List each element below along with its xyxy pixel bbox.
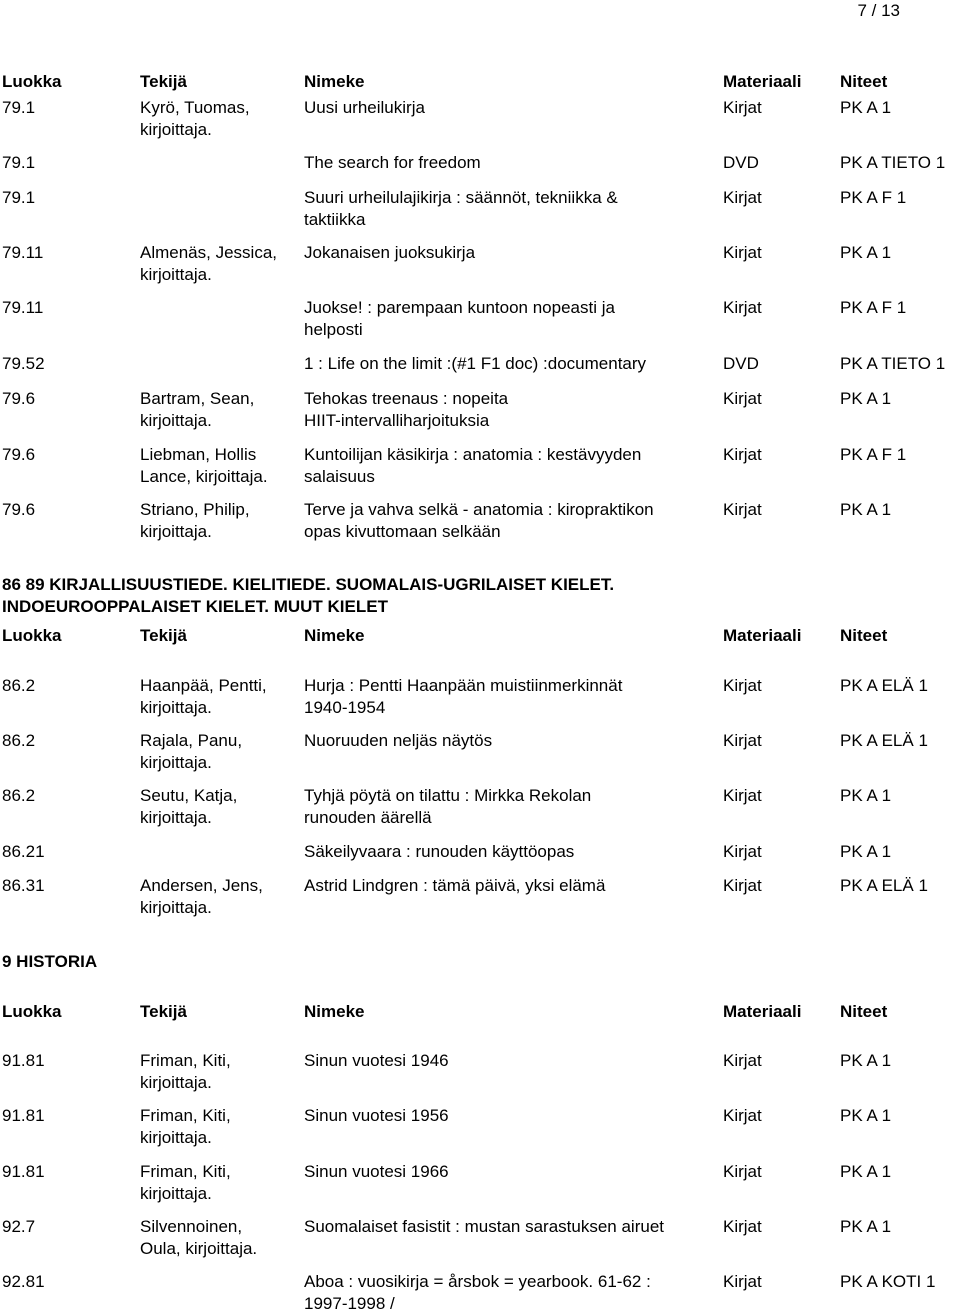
niteet-cell: PK A 1 — [840, 389, 892, 408]
materiaali-cell: Kirjat — [723, 298, 762, 317]
tekija-cell: kirjoittaja. — [140, 898, 212, 917]
tekija-cell: Friman, Kiti, — [140, 1162, 231, 1181]
nimeke-cell: Suuri urheilulajikirja : säännöt, tekniikka & — [304, 188, 618, 207]
tekija-cell: kirjoittaja. — [140, 753, 212, 772]
niteet-cell: PK A ELÄ 1 — [840, 876, 928, 895]
nimeke-cell: Sinun vuotesi 1946 — [304, 1051, 449, 1070]
niteet-cell: PK A F 1 — [840, 298, 907, 317]
tekija-cell: kirjoittaja. — [140, 698, 212, 717]
luokka-cell: 79.6 — [2, 445, 36, 464]
luokka-cell: 79.52 — [2, 354, 45, 373]
tekija-cell: kirjoittaja. — [140, 1073, 212, 1092]
header-tekija: Tekijä — [140, 626, 187, 645]
tekija-cell: kirjoittaja. — [140, 411, 212, 430]
nimeke-cell: Suomalaiset fasistit : mustan sarastuksen airuet — [304, 1217, 664, 1236]
nimeke-cell: Hurja : Pentti Haanpään muistiinmerkinnät — [304, 676, 623, 695]
tekija-cell: kirjoittaja. — [140, 1184, 212, 1203]
header-luokka: Luokka — [2, 1002, 62, 1021]
header-tekija: Tekijä — [140, 1002, 187, 1021]
materiaali-cell: Kirjat — [723, 786, 762, 805]
nimeke-cell: Sinun vuotesi 1966 — [304, 1162, 449, 1181]
luokka-cell: 91.81 — [2, 1162, 45, 1181]
nimeke-cell: Tyhjä pöytä on tilattu : Mirkka Rekolan — [304, 786, 592, 805]
materiaali-cell: Kirjat — [723, 389, 762, 408]
header-nimeke: Nimeke — [304, 1002, 365, 1021]
nimeke-cell: Terve ja vahva selkä - anatomia : kiropraktikon — [304, 500, 654, 519]
nimeke-cell: Astrid Lindgren : tämä päivä, yksi elämä — [304, 876, 606, 895]
tekija-cell: Friman, Kiti, — [140, 1051, 231, 1070]
tekija-cell: Friman, Kiti, — [140, 1106, 231, 1125]
materiaali-cell: Kirjat — [723, 1106, 762, 1125]
luokka-cell: 86.2 — [2, 731, 36, 750]
materiaali-cell: Kirjat — [723, 188, 762, 207]
header-nimeke: Nimeke — [304, 626, 365, 645]
nimeke-cell: Tehokas treenaus : nopeita — [304, 389, 509, 408]
luokka-cell: 86.2 — [2, 786, 36, 805]
nimeke-cell: HIIT-intervalliharjoituksia — [304, 411, 490, 430]
niteet-cell: PK A 1 — [840, 1217, 892, 1236]
tekija-cell: Seutu, Katja, — [140, 786, 238, 805]
nimeke-cell: Sinun vuotesi 1956 — [304, 1106, 449, 1125]
nimeke-cell: Uusi urheilukirja — [304, 98, 425, 117]
nimeke-cell: 1997-1998 / — [304, 1294, 395, 1313]
section-title-2-line2: INDOEUROOPPALAISET KIELET. MUUT KIELET — [2, 597, 388, 616]
header-materiaali: Materiaali — [723, 72, 802, 91]
materiaali-cell: Kirjat — [723, 98, 762, 117]
header-luokka: Luokka — [2, 72, 62, 91]
tekija-cell: Silvennoinen, — [140, 1217, 243, 1236]
luokka-cell: 92.7 — [2, 1217, 36, 1236]
luokka-cell: 91.81 — [2, 1106, 45, 1125]
nimeke-cell: 1 : Life on the limit :(#1 F1 doc) :documentary — [304, 354, 647, 373]
materiaali-cell: DVD — [723, 153, 759, 172]
luokka-cell: 86.21 — [2, 842, 45, 861]
tekija-cell: kirjoittaja. — [140, 1128, 212, 1147]
luokka-cell: 79.6 — [2, 389, 36, 408]
tekija-cell: kirjoittaja. — [140, 522, 212, 541]
header-tekija: Tekijä — [140, 72, 187, 91]
luokka-cell: 86.31 — [2, 876, 45, 895]
materiaali-cell: Kirjat — [723, 500, 762, 519]
tekija-cell: kirjoittaja. — [140, 120, 212, 139]
nimeke-cell: Säkeilyvaara : runouden käyttöopas — [304, 842, 575, 861]
tekija-cell: Lance, kirjoittaja. — [140, 467, 268, 486]
niteet-cell: PK A 1 — [840, 98, 892, 117]
niteet-cell: PK A 1 — [840, 842, 892, 861]
nimeke-cell: 1940-1954 — [304, 698, 386, 717]
tekija-cell: kirjoittaja. — [140, 265, 212, 284]
tekija-cell: Oula, kirjoittaja. — [140, 1239, 258, 1258]
nimeke-cell: opas kivuttomaan selkään — [304, 522, 501, 541]
luokka-cell: 79.11 — [2, 243, 44, 262]
niteet-cell: PK A TIETO 1 — [840, 153, 946, 172]
niteet-cell: PK A 1 — [840, 1106, 892, 1125]
nimeke-cell: Kuntoilijan käsikirja : anatomia : kestävyyden — [304, 445, 642, 464]
tekija-cell: kirjoittaja. — [140, 808, 212, 827]
header-luokka: Luokka — [2, 626, 62, 645]
luokka-cell: 91.81 — [2, 1051, 45, 1070]
luokka-cell: 79.1 — [2, 153, 36, 172]
section-title-3: 9 HISTORIA — [2, 952, 98, 971]
luokka-cell: 79.1 — [2, 188, 36, 207]
tekija-cell: Andersen, Jens, — [140, 876, 263, 895]
niteet-cell: PK A 1 — [840, 1162, 892, 1181]
niteet-cell: PK A F 1 — [840, 445, 907, 464]
niteet-cell: PK A 1 — [840, 500, 892, 519]
header-niteet: Niteet — [840, 1002, 888, 1021]
materiaali-cell: Kirjat — [723, 1051, 762, 1070]
header-nimeke: Nimeke — [304, 72, 365, 91]
nimeke-cell: helposti — [304, 320, 363, 339]
header-niteet: Niteet — [840, 72, 888, 91]
nimeke-cell: Juokse! : parempaan kuntoon nopeasti ja — [304, 298, 615, 317]
materiaali-cell: Kirjat — [723, 445, 762, 464]
niteet-cell: PK A ELÄ 1 — [840, 676, 928, 695]
luokka-cell: 86.2 — [2, 676, 36, 695]
luokka-cell: 79.1 — [2, 98, 36, 117]
tekija-cell: Rajala, Panu, — [140, 731, 243, 750]
nimeke-cell: taktiikka — [304, 210, 366, 229]
materiaali-cell: Kirjat — [723, 731, 762, 750]
tekija-cell: Almenäs, Jessica, — [140, 243, 277, 262]
materiaali-cell: Kirjat — [723, 876, 762, 895]
materiaali-cell: Kirjat — [723, 1217, 762, 1236]
tekija-cell: Kyrö, Tuomas, — [140, 98, 250, 117]
tekija-cell: Bartram, Sean, — [140, 389, 255, 408]
materiaali-cell: Kirjat — [723, 842, 762, 861]
materiaali-cell: Kirjat — [723, 1272, 762, 1291]
page-number: 7 / 13 — [857, 1, 900, 20]
materiaali-cell: Kirjat — [723, 243, 762, 262]
luokka-cell: 79.11 — [2, 298, 44, 317]
nimeke-cell: Nuoruuden neljäs näytös — [304, 731, 493, 750]
niteet-cell: PK A TIETO 1 — [840, 354, 946, 373]
nimeke-cell: salaisuus — [304, 467, 375, 486]
niteet-cell: PK A 1 — [840, 243, 892, 262]
materiaali-cell: Kirjat — [723, 676, 762, 695]
header-materiaali: Materiaali — [723, 1002, 802, 1021]
niteet-cell: PK A 1 — [840, 1051, 892, 1070]
luokka-cell: 92.81 — [2, 1272, 45, 1291]
tekija-cell: Liebman, Hollis — [140, 445, 257, 464]
tekija-cell: Striano, Philip, — [140, 500, 250, 519]
header-niteet: Niteet — [840, 626, 888, 645]
niteet-cell: PK A KOTI 1 — [840, 1272, 936, 1291]
niteet-cell: PK A ELÄ 1 — [840, 731, 928, 750]
nimeke-cell: Aboa : vuosikirja = årsbok = yearbook. 61-62 : — [304, 1272, 651, 1291]
nimeke-cell: The search for freedom — [304, 153, 481, 172]
luokka-cell: 79.6 — [2, 500, 36, 519]
niteet-cell: PK A 1 — [840, 786, 892, 805]
section-title-2-line1: 86 89 KIRJALLISUUSTIEDE. KIELITIEDE. SUOMALAIS-UGRILAISET KIELET. — [2, 575, 615, 594]
header-materiaali: Materiaali — [723, 626, 802, 645]
nimeke-cell: Jokanaisen juoksukirja — [304, 243, 476, 262]
niteet-cell: PK A F 1 — [840, 188, 907, 207]
materiaali-cell: Kirjat — [723, 1162, 762, 1181]
tekija-cell: Haanpää, Pentti, — [140, 676, 267, 695]
nimeke-cell: runouden äärellä — [304, 808, 432, 827]
materiaali-cell: DVD — [723, 354, 759, 373]
